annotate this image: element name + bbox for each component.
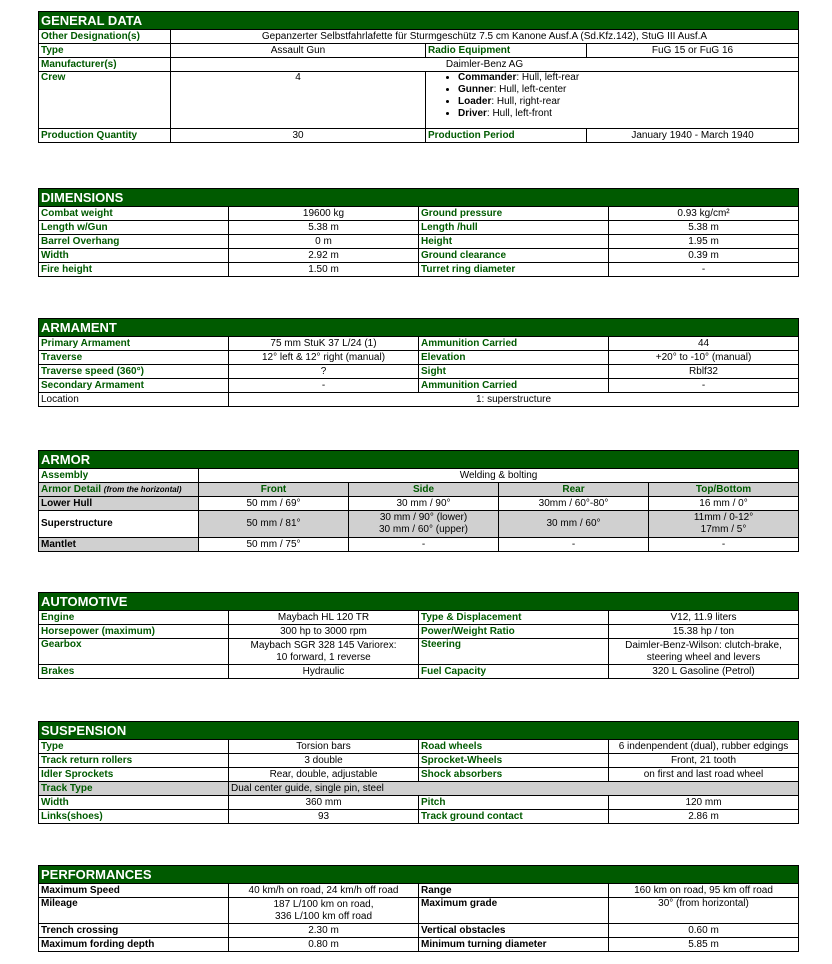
armor-detail-note: (from the horizontal) bbox=[103, 484, 182, 494]
dim-value: 0.39 m bbox=[609, 249, 799, 263]
manufacturer-label: Manufacturer(s) bbox=[39, 58, 171, 72]
arm-label: Secondary Armament bbox=[39, 379, 229, 393]
table-row bbox=[39, 611, 799, 625]
dimensions-table bbox=[38, 188, 799, 277]
armor-value: 30 mm / 90° bbox=[349, 497, 499, 511]
table-row bbox=[39, 379, 799, 393]
power-weight-value: 15.38 hp / ton bbox=[609, 625, 799, 639]
range-label: Range bbox=[419, 884, 609, 898]
dim-value: 2.92 m bbox=[229, 249, 419, 263]
general-data-section bbox=[38, 11, 798, 143]
dimensions-section bbox=[38, 188, 798, 277]
armor-value-side: 30 mm / 90° (lower) 30 mm / 60° (upper) bbox=[349, 511, 499, 538]
gearbox-label: Gearbox bbox=[39, 639, 229, 665]
radio-label: Radio Equipment bbox=[426, 44, 587, 58]
table-row bbox=[39, 207, 799, 221]
section-title: PERFORMANCES bbox=[39, 866, 799, 884]
mantlet-label: Mantlet bbox=[39, 538, 199, 552]
susp-label: Road wheels bbox=[419, 740, 609, 754]
turning-diameter-value: 5.85 m bbox=[609, 938, 799, 952]
max-speed-value: 40 km/h on road, 24 km/h off road bbox=[229, 884, 419, 898]
armor-detail-label: Armor Detail (from the horizontal) bbox=[39, 483, 199, 497]
susp-value: 93 bbox=[229, 810, 419, 824]
type-displacement-label: Type & Displacement bbox=[419, 611, 609, 625]
horsepower-label: Horsepower (maximum) bbox=[39, 625, 229, 639]
susp-label: Sprocket-Wheels bbox=[419, 754, 609, 768]
steering-value: Daimler-Benz-Wilson: clutch-brake, steering wheel and levers bbox=[609, 639, 799, 665]
section-title: ARMOR bbox=[39, 451, 799, 469]
arm-label: Ammunition Carried bbox=[419, 337, 609, 351]
table-row bbox=[39, 221, 799, 235]
dim-value: 0 m bbox=[229, 235, 419, 249]
crew-item-gunner: • Gunner: Hull, left-center bbox=[458, 84, 796, 96]
susp-label: Track return rollers bbox=[39, 754, 229, 768]
superstructure-label: Superstructure bbox=[39, 511, 199, 538]
susp-value: 120 mm bbox=[609, 796, 799, 810]
arm-value: 12° left & 12° right (manual) bbox=[229, 351, 419, 365]
engine-label: Engine bbox=[39, 611, 229, 625]
table-row bbox=[39, 497, 799, 511]
track-type-label: Track Type bbox=[39, 782, 229, 796]
table-row bbox=[39, 754, 799, 768]
other-designation-label: Other Designation(s) bbox=[39, 30, 171, 44]
radio-value: FuG 15 or FuG 16 bbox=[587, 44, 799, 58]
assembly-value: Welding & bolting bbox=[199, 469, 799, 483]
range-value: 160 km on road, 95 km off road bbox=[609, 884, 799, 898]
table-row bbox=[39, 625, 799, 639]
production-period-value: January 1940 - March 1940 bbox=[587, 129, 799, 143]
table-row bbox=[39, 796, 799, 810]
armor-table bbox=[38, 450, 799, 552]
table-row bbox=[39, 393, 799, 407]
gearbox-value: Maybach SGR 328 145 Variorex: 10 forward, 1 reverse bbox=[229, 639, 419, 665]
dim-label: Fire height bbox=[39, 263, 229, 277]
susp-label: Type bbox=[39, 740, 229, 754]
table-row bbox=[39, 639, 799, 665]
turning-diameter-label: Minimum turning diameter bbox=[419, 938, 609, 952]
dim-label: Length /hull bbox=[419, 221, 609, 235]
armor-value: 50 mm / 69° bbox=[199, 497, 349, 511]
table-row bbox=[39, 782, 799, 796]
susp-value: 6 indenpendent (dual), rubber edgings bbox=[609, 740, 799, 754]
crew-item-driver: • Driver: Hull, left-front bbox=[458, 108, 796, 120]
dim-value: - bbox=[609, 263, 799, 277]
section-title: AUTOMOTIVE bbox=[39, 593, 799, 611]
col-top-bottom: Top/Bottom bbox=[649, 483, 799, 497]
arm-label: Sight bbox=[419, 365, 609, 379]
dim-value: 1.95 m bbox=[609, 235, 799, 249]
table-row bbox=[39, 924, 799, 938]
dim-value: 1.50 m bbox=[229, 263, 419, 277]
dim-label: Ground pressure bbox=[419, 207, 609, 221]
location-value: 1: superstructure bbox=[229, 393, 799, 407]
susp-value: Rear, double, adjustable bbox=[229, 768, 419, 782]
table-row bbox=[39, 810, 799, 824]
arm-label: Primary Armament bbox=[39, 337, 229, 351]
production-period-label: Production Period bbox=[426, 129, 587, 143]
dim-label: Turret ring diameter bbox=[419, 263, 609, 277]
dim-value: 5.38 m bbox=[229, 221, 419, 235]
suspension-section bbox=[38, 721, 798, 824]
dim-label: Ground clearance bbox=[419, 249, 609, 263]
arm-value: Rblf32 bbox=[609, 365, 799, 379]
susp-value: on first and last road wheel bbox=[609, 768, 799, 782]
susp-value: 3 double bbox=[229, 754, 419, 768]
dim-value: 19600 kg bbox=[229, 207, 419, 221]
arm-value: +20° to -10° (manual) bbox=[609, 351, 799, 365]
susp-value: Torsion bars bbox=[229, 740, 419, 754]
crew-item-loader: • Loader: Hull, right-rear bbox=[458, 96, 796, 108]
lower-hull-label: Lower Hull bbox=[39, 497, 199, 511]
table-row bbox=[39, 511, 799, 538]
susp-value: 360 mm bbox=[229, 796, 419, 810]
armor-value: - bbox=[649, 538, 799, 552]
max-speed-label: Maximum Speed bbox=[39, 884, 229, 898]
susp-value: Front, 21 tooth bbox=[609, 754, 799, 768]
dim-label: Combat weight bbox=[39, 207, 229, 221]
trench-crossing-value: 2.30 m bbox=[229, 924, 419, 938]
table-row bbox=[39, 337, 799, 351]
arm-label: Elevation bbox=[419, 351, 609, 365]
susp-label: Shock absorbers bbox=[419, 768, 609, 782]
fuel-capacity-label: Fuel Capacity bbox=[419, 665, 609, 679]
crew-label: Crew bbox=[39, 72, 171, 129]
type-label: Type bbox=[39, 44, 171, 58]
susp-value: 2.86 m bbox=[609, 810, 799, 824]
arm-value: - bbox=[229, 379, 419, 393]
table-row bbox=[39, 249, 799, 263]
section-title: SUSPENSION bbox=[39, 722, 799, 740]
armor-value: 16 mm / 0° bbox=[649, 497, 799, 511]
performances-section bbox=[38, 865, 798, 952]
susp-label: Track ground contact bbox=[419, 810, 609, 824]
armament-section bbox=[38, 318, 798, 407]
armor-value: 30mm / 60°-80° bbox=[499, 497, 649, 511]
arm-value: 75 mm StuK 37 L/24 (1) bbox=[229, 337, 419, 351]
armament-table bbox=[38, 318, 799, 407]
section-title: GENERAL DATA bbox=[39, 12, 799, 30]
track-type-value: Dual center guide, single pin, steel bbox=[229, 782, 799, 796]
section-title: DIMENSIONS bbox=[39, 189, 799, 207]
arm-value: ? bbox=[229, 365, 419, 379]
col-front: Front bbox=[199, 483, 349, 497]
susp-label: Pitch bbox=[419, 796, 609, 810]
other-designation-value: Gepanzerter Selbstfahrlafette für Sturmgeschütz 7.5 cm Kanone Ausf.A (Sd.Kfz.142), StuG III Ausf.A bbox=[171, 30, 799, 44]
production-quantity-label: Production Quantity bbox=[39, 129, 171, 143]
table-row bbox=[39, 884, 799, 898]
power-weight-label: Power/Weight Ratio bbox=[419, 625, 609, 639]
production-quantity-value: 30 bbox=[171, 129, 426, 143]
steering-label: Steering bbox=[419, 639, 609, 665]
table-row bbox=[39, 768, 799, 782]
arm-label: Traverse speed (360°) bbox=[39, 365, 229, 379]
arm-label: Ammunition Carried bbox=[419, 379, 609, 393]
armor-value: 30 mm / 60° bbox=[499, 511, 649, 538]
table-row bbox=[39, 665, 799, 679]
table-row bbox=[39, 898, 799, 924]
automotive-table bbox=[38, 592, 799, 679]
table-row bbox=[39, 365, 799, 379]
crew-item-commander: • Commander: Hull, left-rear bbox=[458, 72, 796, 84]
vertical-obstacles-label: Vertical obstacles bbox=[419, 924, 609, 938]
crew-positions bbox=[426, 72, 799, 129]
automotive-section bbox=[38, 592, 798, 679]
type-value: Assault Gun bbox=[171, 44, 426, 58]
general-data-table bbox=[38, 11, 799, 143]
dim-label: Barrel Overhang bbox=[39, 235, 229, 249]
assembly-label: Assembly bbox=[39, 469, 199, 483]
arm-value: 44 bbox=[609, 337, 799, 351]
armor-value: 50 mm / 81° bbox=[199, 511, 349, 538]
location-label: Location bbox=[39, 393, 229, 407]
arm-label: Traverse bbox=[39, 351, 229, 365]
horsepower-value: 300 hp to 3000 rpm bbox=[229, 625, 419, 639]
manufacturer-value: Daimler-Benz AG bbox=[171, 58, 799, 72]
fording-depth-value: 0.80 m bbox=[229, 938, 419, 952]
mileage-value: 187 L/100 km on road, 336 L/100 km off road bbox=[229, 898, 419, 924]
fording-depth-label: Maximum fording depth bbox=[39, 938, 229, 952]
susp-label: Width bbox=[39, 796, 229, 810]
arm-value: - bbox=[609, 379, 799, 393]
armor-value: - bbox=[499, 538, 649, 552]
table-row bbox=[39, 938, 799, 952]
armor-value: 50 mm / 75° bbox=[199, 538, 349, 552]
max-grade-value: 30° (from horizontal) bbox=[609, 898, 799, 924]
dim-label: Length w/Gun bbox=[39, 221, 229, 235]
armor-value-top: 11mm / 0-12° 17mm / 5° bbox=[649, 511, 799, 538]
vertical-obstacles-value: 0.60 m bbox=[609, 924, 799, 938]
suspension-table bbox=[38, 721, 799, 824]
susp-label: Idler Sprockets bbox=[39, 768, 229, 782]
col-side: Side bbox=[349, 483, 499, 497]
table-row bbox=[39, 351, 799, 365]
engine-value: Maybach HL 120 TR bbox=[229, 611, 419, 625]
dim-label: Height bbox=[419, 235, 609, 249]
armor-section bbox=[38, 450, 798, 552]
susp-label: Links(shoes) bbox=[39, 810, 229, 824]
performances-table bbox=[38, 865, 799, 952]
dim-label: Width bbox=[39, 249, 229, 263]
dim-value: 5.38 m bbox=[609, 221, 799, 235]
brakes-value: Hydraulic bbox=[229, 665, 419, 679]
max-grade-label: Maximum grade bbox=[419, 898, 609, 924]
type-displacement-value: V12, 11.9 liters bbox=[609, 611, 799, 625]
table-row bbox=[39, 235, 799, 249]
armor-value: - bbox=[349, 538, 499, 552]
dim-value: 0.93 kg/cm² bbox=[609, 207, 799, 221]
col-rear: Rear bbox=[499, 483, 649, 497]
section-title: ARMAMENT bbox=[39, 319, 799, 337]
trench-crossing-label: Trench crossing bbox=[39, 924, 229, 938]
table-row bbox=[39, 263, 799, 277]
brakes-label: Brakes bbox=[39, 665, 229, 679]
table-row bbox=[39, 740, 799, 754]
mileage-label: Mileage bbox=[39, 898, 229, 924]
table-row bbox=[39, 538, 799, 552]
fuel-capacity-value: 320 L Gasoline (Petrol) bbox=[609, 665, 799, 679]
crew-value: 4 bbox=[171, 72, 426, 129]
